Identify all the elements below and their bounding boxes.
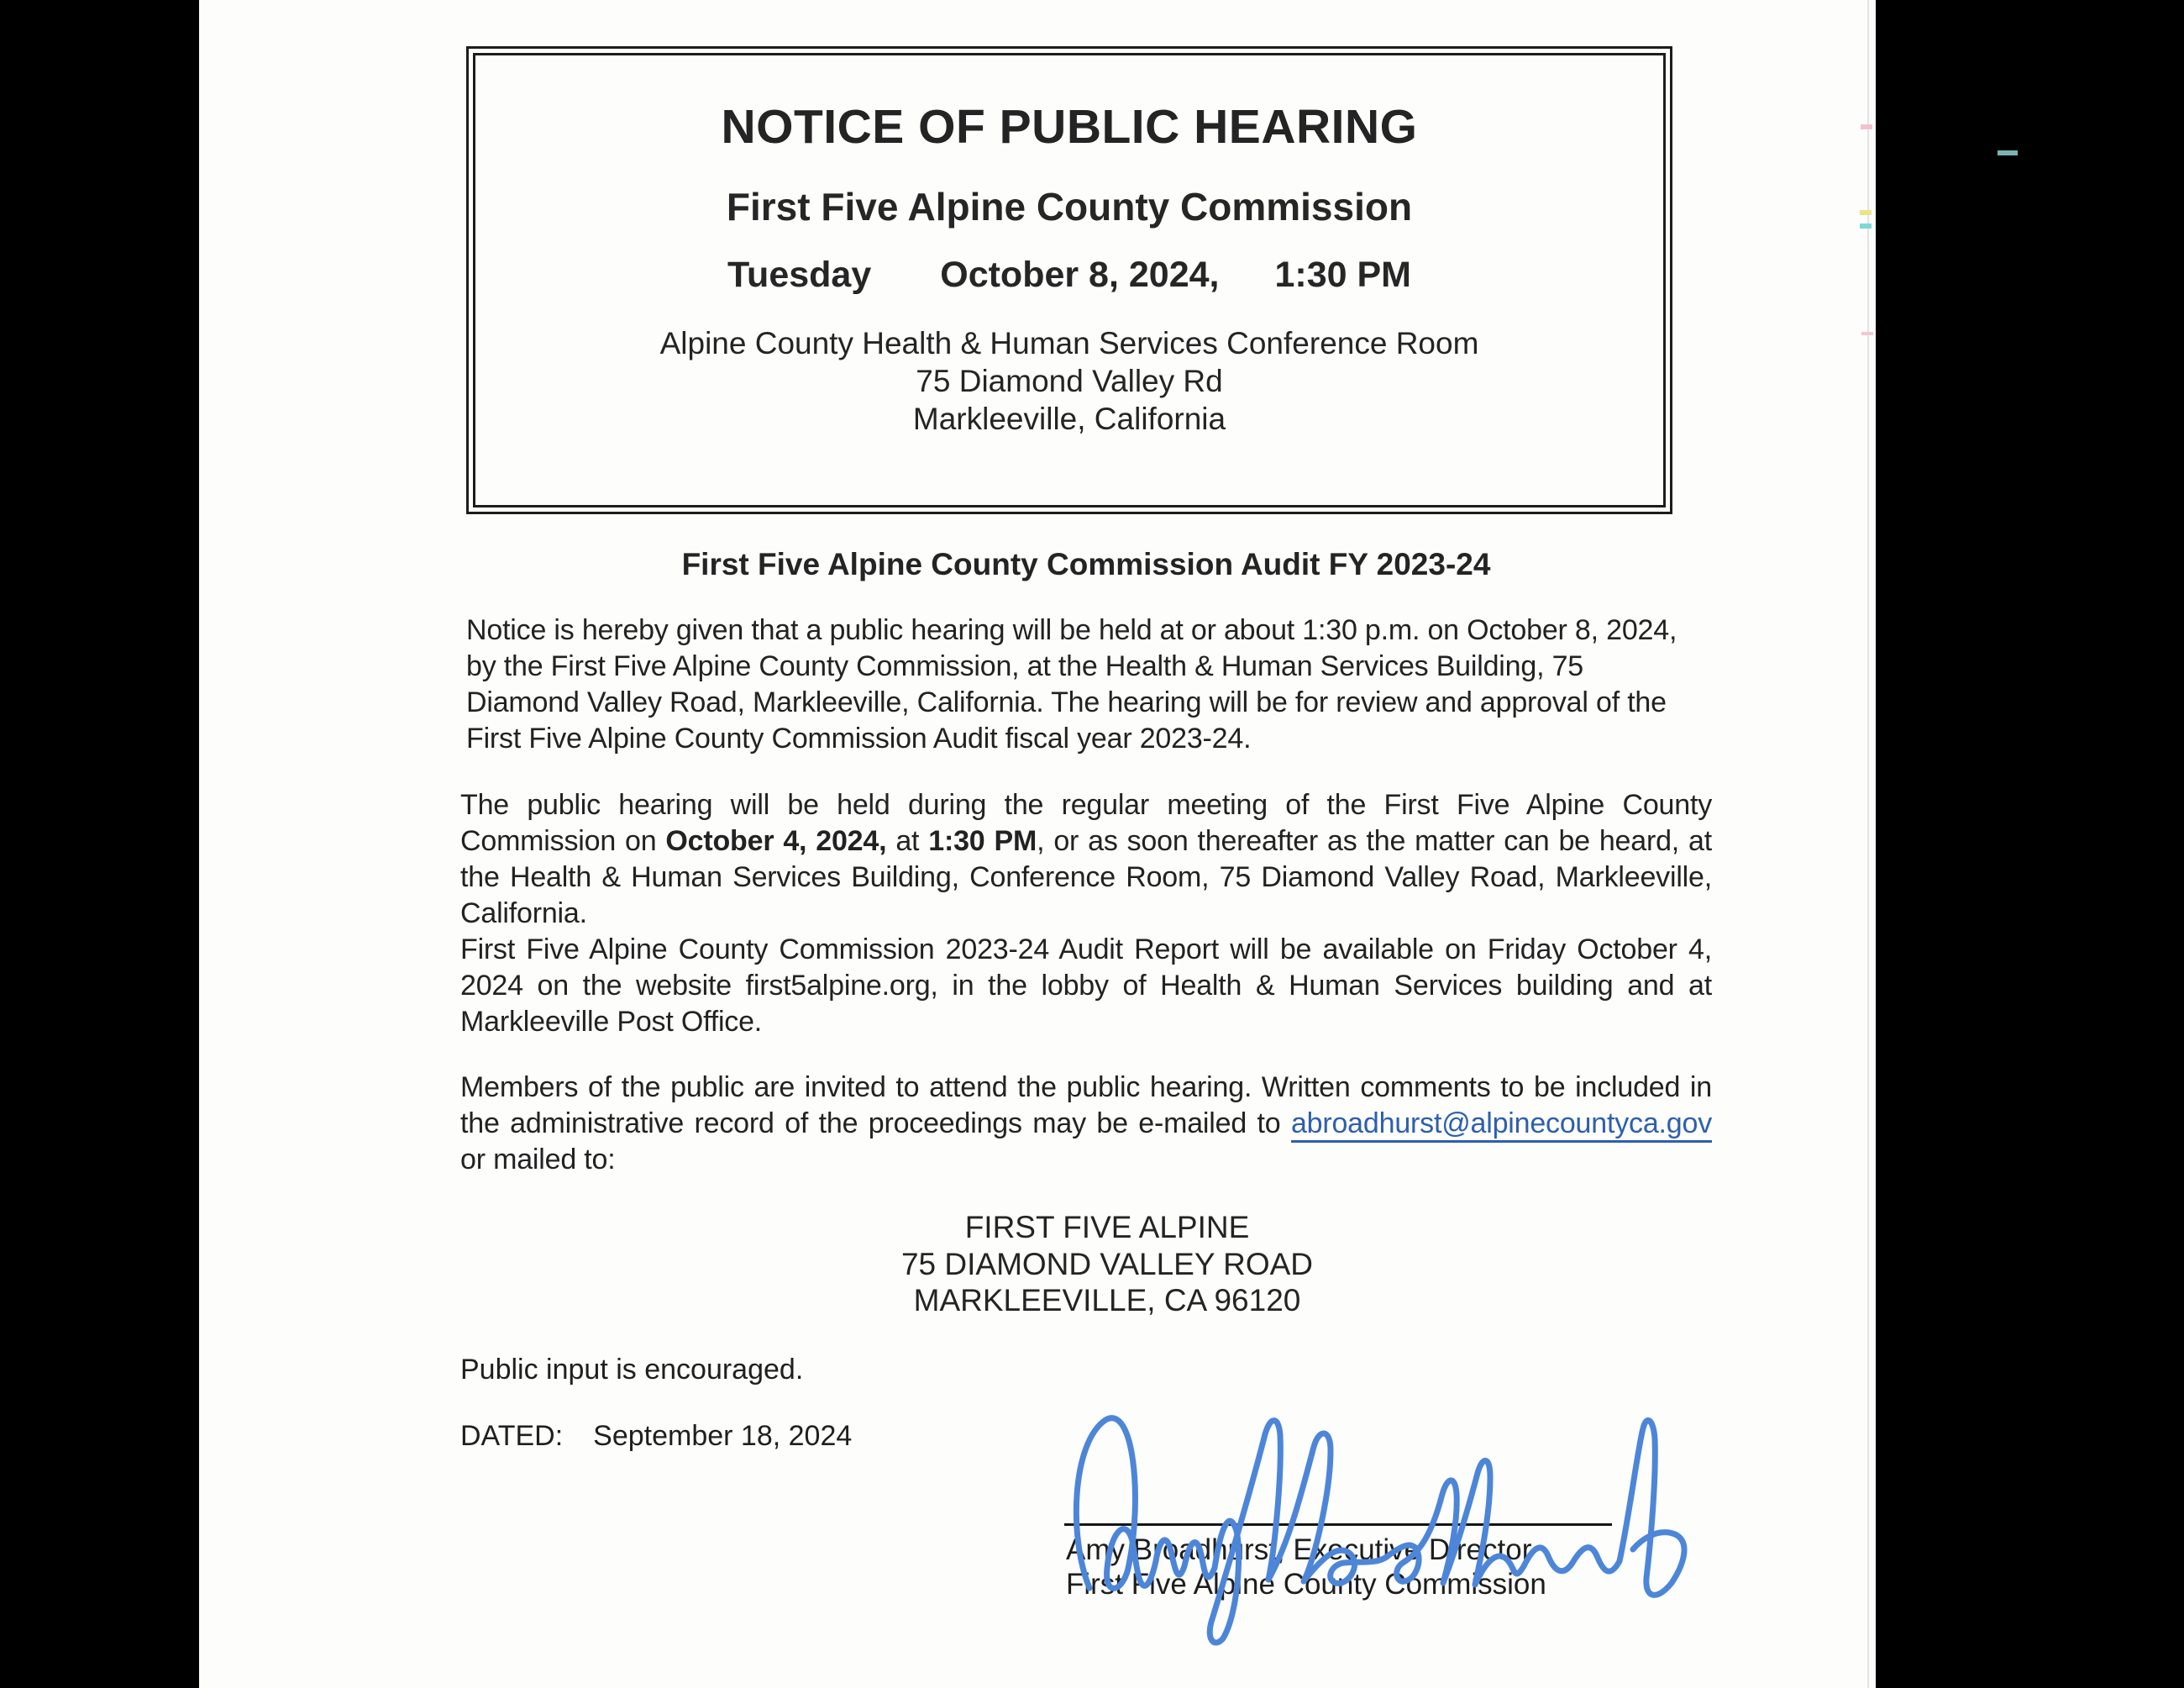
- hearing-venue: [466, 324, 1672, 438]
- text-run: , or as soon thereafter as the matter can be heard, at the Health & Human Services Building, Conference Room, 75 Diamond Valley Road, Markleeville, California.: [460, 825, 1712, 929]
- bold-date: October 4, 2024,: [665, 825, 887, 857]
- scan-artifact: [1861, 332, 1873, 335]
- signer-organization: First Five Alpine County Commission: [1066, 1568, 1546, 1601]
- notice-title: NOTICE OF PUBLIC HEARING: [721, 100, 1418, 154]
- paragraph-public-invited: [460, 1070, 1712, 1178]
- hearing-time: 1:30 PM: [1274, 255, 1411, 295]
- venue-line: Markleeville, California: [912, 402, 1226, 436]
- scan-artifact: [1860, 223, 1872, 229]
- scan-artifact: [1860, 210, 1872, 215]
- text-run: The public hearing will be held during the regular meeting of the First Five Alpine County Commission on: [460, 789, 1712, 857]
- hearing-date: October 8, 2024,: [940, 255, 1220, 295]
- text-run: or mailed to:: [460, 1144, 616, 1175]
- public-input-note: Public input is encouraged.: [460, 1354, 804, 1386]
- venue-line: 75 Diamond Valley Rd: [916, 364, 1223, 398]
- scan-edge-line: [1867, 0, 1869, 1688]
- text-run: Members of the public are invited to attend the public hearing. Written comments to be included in the administrative record of the proceedings may be e-mailed to: [460, 1071, 1712, 1139]
- paragraph-notice-given: Notice is hereby given that a public hearing will be held at or about 1:30 p.m. on October 8, 2024, by the First Five Alpine County Commission, at the Health & Human Services Building, 75 Diamond Valley Road, Markleeville, California. The hearing will be for review and approval of the First Five Alpine County Commission Audit fiscal year 2023-24.: [466, 614, 1677, 755]
- dated-label: DATED:: [460, 1420, 564, 1452]
- email-link[interactable]: abroadhurst@alpinecountyca.gov: [1291, 1107, 1712, 1143]
- hearing-day: Tuesday: [727, 255, 872, 295]
- scan-artifact: [1861, 124, 1872, 129]
- mailing-address-line: FIRST FIVE ALPINE: [964, 1210, 1250, 1244]
- mailing-address-line: MARKLEEVILLE, CA 96120: [913, 1283, 1301, 1317]
- paragraph-audit-report-availability: First Five Alpine County Commission 2023-24 Audit Report will be available on Friday October 4, 2024 on the website first5alpine.org, in the lobby of Health & Human Services building and at Markleeville Post Office.: [460, 933, 1712, 1038]
- bold-time: 1:30 PM: [928, 825, 1037, 857]
- text-run: at: [886, 825, 929, 857]
- scan-artifact-dash: [1998, 150, 2018, 155]
- audit-heading: First Five Alpine County Commission Audit FY 2023-24: [681, 547, 1491, 581]
- signature-rule: [1064, 1523, 1612, 1526]
- signer-name-title: Amy Broadhurst, Executive Director: [1066, 1533, 1532, 1566]
- hearing-date-row: [466, 255, 1672, 296]
- dated-value: September 18, 2024: [593, 1420, 853, 1452]
- venue-line: Alpine County Health & Human Services Conference Room: [659, 326, 1479, 360]
- mailing-address-block: [481, 1209, 1733, 1319]
- paragraph-hearing-details: [460, 787, 1712, 1040]
- paragraph-line-group: [460, 787, 1712, 932]
- notice-subtitle: First Five Alpine County Commission: [726, 185, 1413, 229]
- dated-line: [460, 1420, 1712, 1453]
- mailing-address-line: 75 DIAMOND VALLEY ROAD: [900, 1246, 1314, 1281]
- document-page: [199, 0, 1876, 1688]
